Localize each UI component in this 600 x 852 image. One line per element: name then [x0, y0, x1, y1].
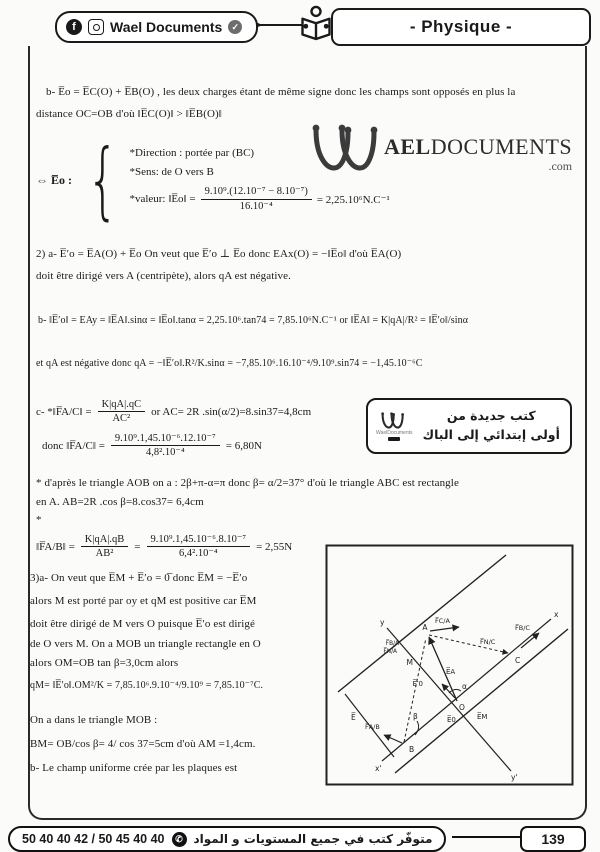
line-3b: b- Le champ uniforme crée par les plaques est [30, 762, 238, 774]
vector-label-E0p: E̅′0 [412, 680, 423, 688]
e0-sens: *Sens: de O vers B [129, 166, 214, 179]
vector-label-EA: E̅A [446, 668, 456, 676]
subject-title: - Physique - [331, 8, 591, 46]
e0-valeur-row [129, 185, 389, 212]
force-label-FCA: F̅C/A [435, 617, 450, 625]
figure-diagram [325, 544, 575, 787]
axis-label-x: x [554, 610, 559, 619]
watermark-text [384, 136, 572, 172]
stamp-arabic-text [421, 407, 563, 445]
fraction-denominator: 16.10⁻⁴ [239, 200, 273, 212]
force-label-FAB: F̅A/B [365, 723, 380, 731]
fab-fraction1 [81, 533, 129, 560]
fraction-numerator: K|qA|.qC [98, 398, 146, 412]
vector-label-E0: E̅0 [447, 716, 456, 724]
line-3a-5: alors OM=OB tan β=3,0cm alors [30, 657, 179, 669]
fraction-numerator: 9.10⁹.1,45.10⁻⁶.8.10⁻⁷ [147, 533, 251, 547]
line-qm: qM= ‖E̅′o‖.OM²/K = 7,85.10⁶.9.10⁻⁴/9.10⁹ = 7,85.10⁻⁷C. [30, 680, 264, 691]
vector-FCA-line [430, 627, 459, 631]
brand-title: Wael Documents [110, 19, 223, 35]
axis-label-xprime: x' [375, 764, 382, 773]
brand-banner [55, 11, 258, 43]
angle-label-alpha: α [462, 682, 467, 691]
brace-glyph: { [86, 131, 119, 229]
e0-valeur-pre: *valeur: ‖E̅o‖ = [129, 193, 196, 205]
point-label-A: A [422, 623, 428, 632]
point-label-B: B [409, 745, 415, 754]
vector-FAB-line [384, 735, 402, 743]
instagram-lens-icon [93, 24, 100, 31]
line-2a-2: doit être dirigé vers A (centripète), alors qA est négative. [36, 270, 291, 282]
line-3a-4: de O vers M. On a MOB un triangle rectangle en O [30, 638, 261, 650]
stamp-bar [388, 437, 400, 441]
fac-fraction [98, 398, 146, 425]
footer-arabic-note: متوفّر كتب في جميع المستويات و المواد [193, 832, 433, 846]
stethoscope-w-icon [379, 411, 409, 431]
line-triangle-aob2: en A. AB=2R .cos β=8.cos37= 6,4cm [36, 496, 204, 508]
page-number: 139 [520, 826, 586, 852]
line-2c-formula [36, 398, 311, 425]
person-reading-icon [298, 4, 334, 44]
y-axis [387, 628, 511, 771]
force-label-FBA: F̅B/A [385, 641, 399, 647]
instagram-icon[interactable] [88, 19, 104, 35]
point-label-M: M [406, 658, 413, 667]
fac-donc-fraction [111, 432, 220, 459]
angle-label-beta: β [413, 712, 418, 721]
fraction-numerator: K|qA|.qB [81, 533, 129, 547]
fac-post: or AC= 2R .sin(α/2)=8.sin37=4,8cm [151, 405, 312, 418]
fac-donc-result: = 6,80N [225, 439, 262, 452]
stamp-logo [376, 411, 413, 441]
fab-equals: = [134, 540, 141, 553]
header-connector-line [258, 24, 302, 26]
line-b-intro2: distance OC=OB d'où ‖E̅C(O)‖ > ‖E̅B(O)‖ [36, 108, 222, 120]
axis-label-y: y [380, 618, 385, 627]
fab-pre: ‖F̅A/B‖ = [36, 540, 75, 553]
books-stamp [366, 398, 572, 454]
plate-line-2 [395, 629, 568, 773]
line-b-intro: b- E̅o = E̅C(O) + E̅B(O) , les deux charges étant de même signe donc les champs sont opposés en plus la [46, 86, 516, 98]
fraction-numerator: 9.10⁹.1,45.10⁻⁶.12.10⁻⁷ [111, 432, 220, 446]
phone-icon: ✆ [172, 832, 187, 847]
force-label-FNC: F̅N/C [480, 638, 496, 646]
fac-pre: c- *‖F̅A/C‖ = [36, 405, 92, 418]
fraction-denominator: 6,4².10⁻⁴ [178, 548, 218, 560]
figure-frame [327, 546, 573, 785]
line-mob: On a dans le triangle MOB : [30, 714, 158, 726]
line-3a-2: alors M est porté par oy et qM est positive car E̅M [30, 595, 257, 607]
footer-contact-pill [8, 826, 446, 852]
force-label-FBC: F̅B/C [515, 624, 530, 632]
fraction-denominator: 4,8².10⁻⁴ [146, 447, 185, 459]
e0-properties-block [36, 131, 390, 229]
force-label-FNA: F̅N/A [383, 649, 397, 655]
fab-fraction2 [147, 533, 251, 560]
e0-brace-lead: ⇔ E̅o : [36, 172, 72, 187]
e0-valeur-fraction [201, 185, 312, 212]
facebook-icon[interactable]: f [66, 19, 82, 35]
vector-label-E: E̅ [351, 713, 356, 722]
stamp-line2: أولى إبتدائي إلى الباك [422, 427, 560, 442]
fraction-numerator: 9.10⁹.(12.10⁻⁷ − 8.10⁻⁷) [201, 185, 312, 199]
line-2b: b- ‖E̅′o‖ = EAy = ‖E̅A‖.sinα = ‖E̅o‖.tanα = 2,25.10⁶.tan74 = 7,85.10⁶N.C⁻¹ or ‖E̅A‖ = K|qA|/R² = ‖E̅′o‖/sinα [38, 315, 469, 326]
axis-label-yprime: y' [511, 773, 518, 782]
footer-phone-numbers: 50 40 40 42 / 50 45 40 40 [22, 832, 165, 846]
vector-FBC-line [521, 633, 539, 648]
line-bm: BM= OB/cos β= 4/ cos 37=5cm d'où AM =1,4cm. [30, 738, 256, 750]
stamp-brand-text: WaelDocuments [376, 430, 413, 436]
line-star: * [36, 514, 42, 526]
point-label-C: C [515, 656, 521, 665]
line-3a: 3)a- On veut que E̅M + E̅′o = 0̅ donc E̅M = −E̅′o [30, 572, 248, 584]
fab-result: = 2,55N [256, 540, 293, 553]
dashed-AC-line [429, 635, 508, 653]
line-qa: et qA est négative donc qA = −‖E̅′o‖.R²/K.sinα = −7,85.10⁶.16.10⁻⁴/9.10⁹.sin74 = −1,45.10⁻⁶C [36, 358, 423, 369]
verified-badge-icon: ✓ [228, 20, 242, 34]
watermark-name-rest: DOCUMENTS [430, 134, 573, 159]
stamp-line1: كتب جديدة من [446, 408, 536, 424]
line-2c-result [42, 432, 262, 459]
e0-valeur-result: = 2,25.10⁶N.C⁻¹ [316, 193, 390, 206]
fac-donc-pre: donc ‖F̅A/C‖ = [42, 439, 105, 452]
footer-connector-line [452, 836, 520, 838]
line-2a: 2) a- E̅′o = E̅A(O) + E̅o On veut que E̅′o ⊥ E̅o donc EAx(O) = −‖E̅o‖ d'où E̅A(O) [36, 248, 402, 260]
watermark-tld: .com [548, 159, 573, 173]
watermark-name-bold: AEL [384, 134, 431, 159]
vector-label-EM: E̅M [477, 713, 488, 721]
point-label-O: O [459, 703, 465, 712]
line-fab-formula [36, 533, 292, 560]
line-triangle-aob: * d'après le triangle AOB on a : 2β+π-α=π donc β= α/2=37° d'où le triangle ABC est rectangle [36, 477, 459, 489]
fraction-denominator: AB² [95, 548, 114, 560]
e0-direction: *Direction : portée par (BC) [129, 147, 255, 160]
alpha-angle-arc [449, 689, 461, 693]
line-3a-3: doit être dirigé de M vers O puisque E̅′o est dirigé [30, 618, 256, 630]
fraction-denominator: AC² [112, 413, 131, 425]
